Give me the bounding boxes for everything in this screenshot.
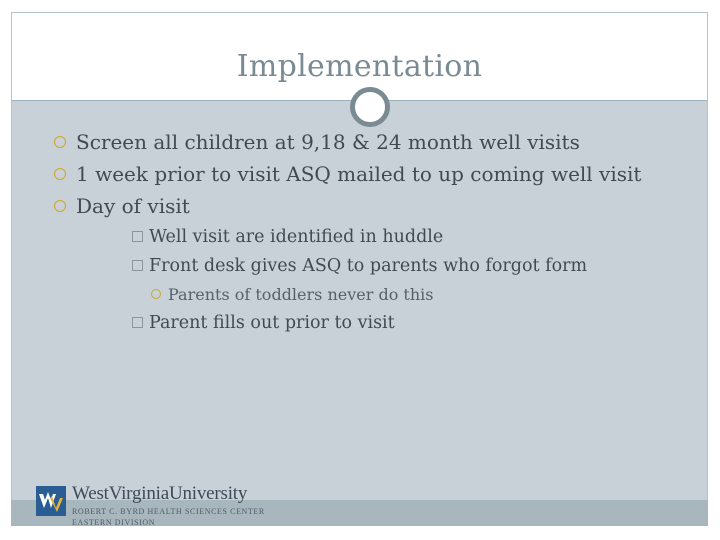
bullet-text: Parent fills out prior to visit (149, 312, 395, 333)
circle-ornament-icon (350, 87, 390, 127)
bullet-level-1 (2, 158, 642, 190)
bullet-level-2 (0, 222, 634, 251)
bullet-text: Parents of toddlers never do this (168, 284, 434, 304)
bullet-text: Screen all children at 9,18 & 24 month well visits (76, 130, 580, 154)
circle-bullet-icon (54, 136, 66, 148)
logo-university-name: WestVirginiaUniversity (72, 483, 248, 504)
bullet-list (52, 126, 692, 337)
bullet-text: 1 week prior to visit ASQ mailed to up coming well visit (76, 162, 642, 186)
bullet-level-1 (2, 126, 642, 158)
circle-bullet-icon (54, 168, 66, 180)
bullet-level-1 (2, 190, 642, 222)
logo-division-name: EASTERN DIVISION (72, 518, 156, 527)
bullet-text: Day of visit (76, 194, 190, 218)
bullet-level-2 (0, 308, 634, 337)
bullet-text: Well visit are identified in huddle (149, 226, 444, 247)
square-bullet-icon (132, 260, 143, 271)
circle-bullet-icon (54, 200, 66, 212)
logo-center-name: ROBERT C. BYRD HEALTH SCIENCES CENTER (72, 507, 265, 516)
square-bullet-icon (132, 317, 143, 328)
bullet-text: Front desk gives ASQ to parents who forgot form (149, 255, 588, 276)
title-area (12, 13, 707, 101)
slide-title: Implementation (236, 49, 483, 84)
circle-bullet-icon (151, 289, 161, 299)
bullet-level-2 (0, 251, 634, 280)
bullet-level-3 (2, 280, 642, 308)
wvu-flying-wv-icon (36, 486, 66, 516)
square-bullet-icon (132, 231, 143, 242)
university-logo (36, 483, 296, 529)
